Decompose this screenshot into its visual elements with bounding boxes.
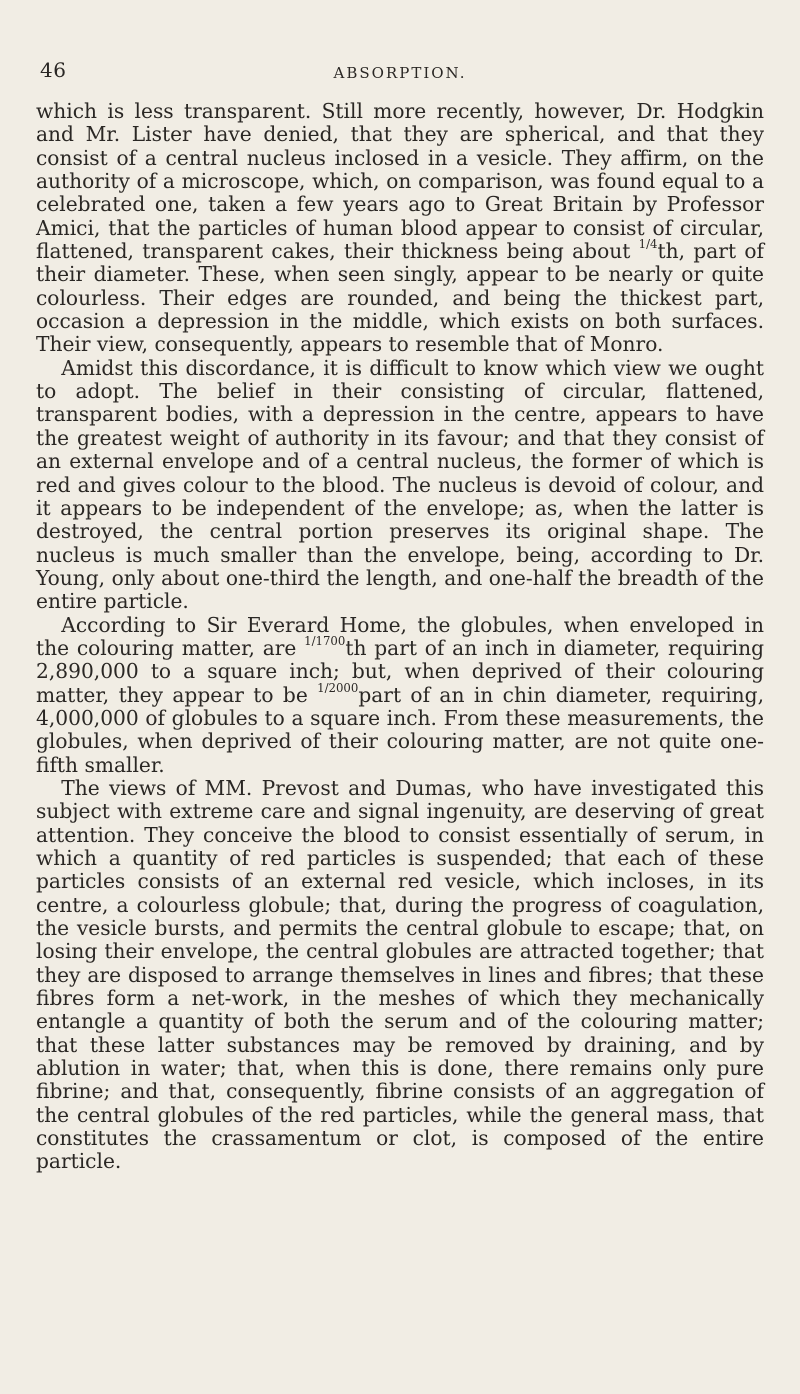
paragraph — [36, 357, 764, 614]
text-run: According to Sir Everard Home, the globules, when enveloped in the colouring matter, are — [36, 612, 764, 660]
text-run: The views of MM. Prevost and Dumas, who have investigated this subject with extreme care and signal ingenuity, are deserving of great attention. They conceive the blood to consist essentially of serum, in which a quantity of red particles is suspended; that each of these particles consists of an external red vesicle, which incloses, in its centre, a colourless globule; that, during the progress of coagulation, the vesicle bursts, and permits the central globule to escape; that, on losing their envelope, the central globules are attracted together; that they are disposed to arrange themselves in lines and fibres; that these fibres form a net-work, in the meshes of which they mechanically entangle a quantity of both the serum and of the colouring matter; that these latter substances may be removed by draining, and by ablution in water; that, when this is done, there remains only pure fibrine; and that, consequently, fibrine consists of an aggregation of the central globules of the red particles, while the general mass, that constitutes the crassamentum or clot, is composed of the entire particle. — [36, 775, 764, 1174]
paragraph — [36, 777, 764, 1174]
fraction: 1/2000 — [317, 680, 359, 695]
fraction: 1/1700 — [304, 634, 346, 649]
page-number: 46 — [40, 58, 67, 82]
running-head: ABSORPTION. — [333, 64, 467, 82]
page-header — [40, 58, 760, 88]
text-run: th, part of their diameter. These, when seen singly, appear to be nearly or quite colourless. Their edges are rounded, and being the thickest part, occasion a depression in the middle, which exists on both surfaces. Their view, consequently, appears to resemble that of Monro. — [36, 239, 764, 357]
text-run: part of an in chin diameter, requiring, 4,000,000 of globules to a square inch. From these measurements, the globules, when deprived of their colouring matter, are not quite one-fifth smaller. — [36, 682, 764, 777]
paragraph — [36, 100, 764, 357]
body-text — [36, 100, 764, 1174]
text-run: which is less transparent. Still more recently, however, Dr. Hodgkin and Mr. Lister have denied, that they are spherical, and that they consist of a central nucleus inclosed in a vesicle. They affirm, on the authority of a microscope, which, on comparison, was found equal to a celebrated one, taken a few years ago to Great Britain by Professor Amici, that the particles of human blood appear to consist of circular, flattened, transparent cakes, their thickness being about — [36, 99, 764, 264]
paragraph — [36, 614, 764, 777]
text-run: Amidst this discordance, it is difficult to know which view we ought to adopt. The belief in their consisting of circular, flattened, transparent bodies, with a depression in the centre, appears to have the greatest weight of authority in its favour; and that they consist of an external envelope and of a central nucleus, the former of which is red and gives colour to the blood. The nucleus is devoid of colour, and it appears to be independent of the envelope; as, when the latter is destroyed, the central portion preserves its original shape. The nucleus is much smaller than the envelope, being, according to Dr. Young, only about one-third the length, and one-half the breadth of the entire particle. — [36, 355, 764, 614]
text-run: th part of an inch in diameter, requiring 2,890,000 to a square inch; but, when deprived of their colouring matter, they appear to be — [36, 635, 765, 707]
fraction: 1/4 — [638, 237, 658, 252]
